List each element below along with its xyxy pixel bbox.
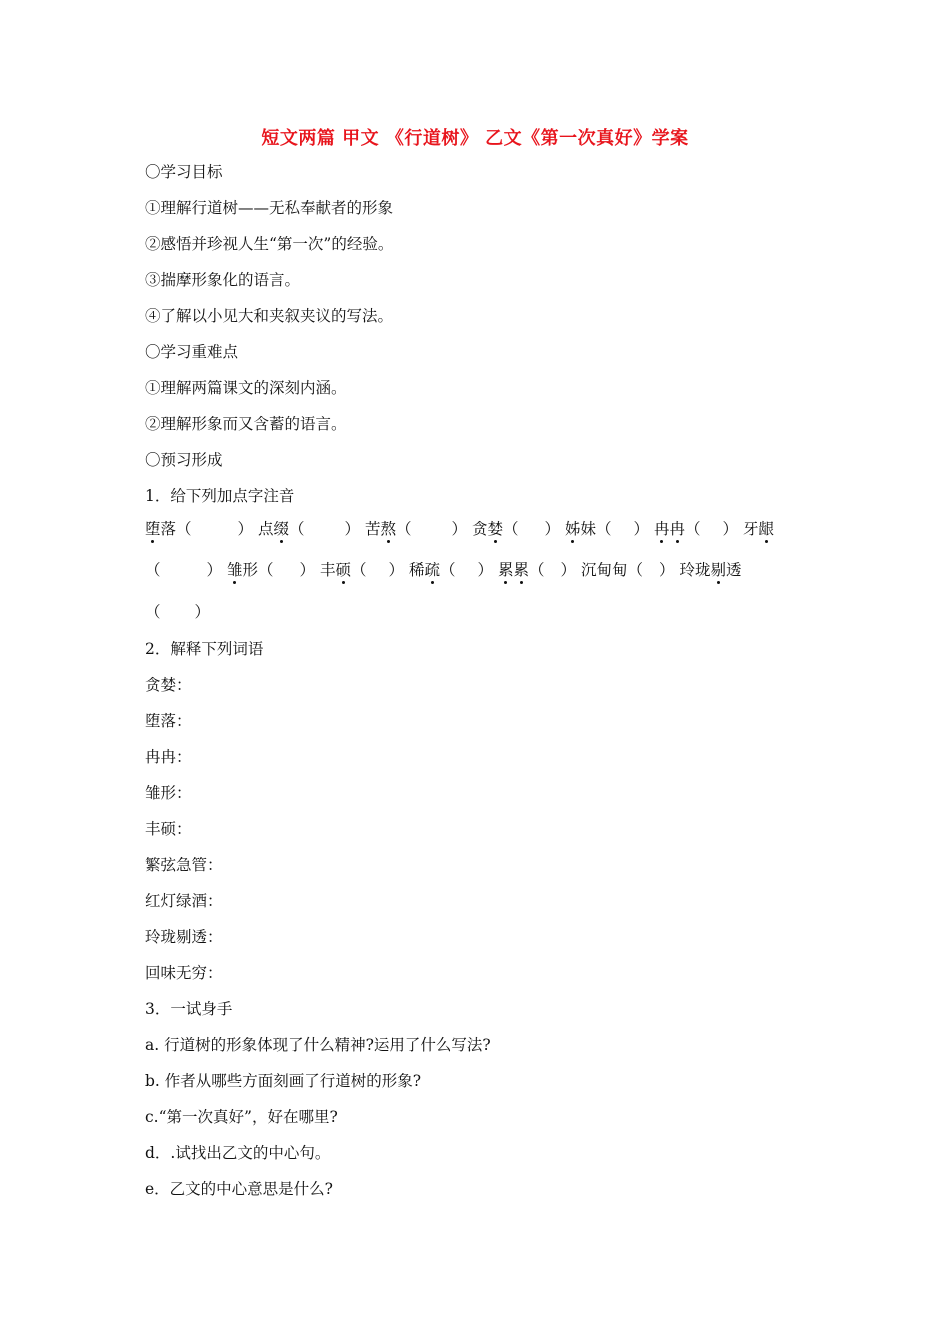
keypoints-heading: 〇学习重难点 [145,343,239,361]
pinyin-word: 点缀 [258,520,290,538]
pinyin-word: 堕落 [145,520,177,538]
objectives-heading: 〇学习目标 [145,163,223,181]
keypoint-1: ①理解两篇课文的深刻内涵。 [145,379,347,397]
vocab-item: 雏形： [145,784,192,802]
practice-question-c: c.“第一次真好”，好在哪里? [145,1108,338,1126]
pinyin-word: 玲珑剔透 [679,561,742,579]
vocab-item: 玲珑剔透： [145,928,223,946]
pinyin-word: 稀疏 [408,561,440,579]
vocab-item: 贪婪： [145,676,192,694]
document-title: 短文两篇 甲文 《行道树》 乙文《第一次真好》学案 [261,128,689,149]
vocab-item: 堕落： [145,712,192,730]
pinyin-row-2: （ ） 雏形（ ） 丰硕（ ） 稀疏（ ） 累累（ ） 沉甸甸（ ） 玲珑剔透 [145,561,742,579]
practice-question-b: b. 作者从哪些方面刻画了行道树的形象? [145,1072,422,1090]
objective-4: ④了解以小见大和夹叙夹议的写法。 [145,307,394,325]
objective-2: ②感悟并珍视人生“第一次”的经验。 [145,235,394,253]
pinyin-word: 冉冉 [654,520,686,538]
vocab-item: 繁弦急管： [145,856,223,874]
pinyin-word: 苦熬 [365,520,397,538]
question-1-label: 1．给下列加点字注音 [145,487,295,505]
objective-3: ③揣摩形象化的语言。 [145,271,301,289]
vocab-item: 丰硕： [145,820,192,838]
pinyin-word: 牙龈 [743,520,775,538]
practice-question-e: e．乙文的中心意思是什么? [145,1180,333,1198]
objective-1: ①理解行道树——无私奉献者的形象 [145,199,394,217]
question-3-label: 3．一试身手 [145,1000,233,1018]
vocab-item: 回味无穷： [145,964,223,982]
pinyin-word: 贪婪 [472,520,504,538]
pinyin-word: 丰硕 [319,561,351,579]
practice-question-a: a. 行道树的形象体现了什么精神?运用了什么写法? [145,1036,491,1054]
keypoint-2: ②理解形象而又含蓄的语言。 [145,415,347,433]
pinyin-word: 雏形 [226,561,258,579]
pinyin-word: 姊妹 [565,520,597,538]
vocab-item: 红灯绿酒： [145,892,223,910]
pinyin-row-3: （ ） [145,603,211,621]
pinyin-row-1: 堕落（ ） 点缀（ ） 苦熬（ ） 贪婪（ ） 姊妹（ ） 冉冉（ ） 牙龈 [145,520,775,538]
question-2-label: 2．解释下列词语 [145,640,264,658]
pinyin-word: 沉甸甸 [580,561,628,579]
vocab-item: 冉冉： [145,748,192,766]
pinyin-word: 累累 [497,561,529,579]
preview-heading: 〇预习形成 [145,451,223,469]
practice-question-d: d．.试找出乙文的中心句。 [145,1144,331,1162]
